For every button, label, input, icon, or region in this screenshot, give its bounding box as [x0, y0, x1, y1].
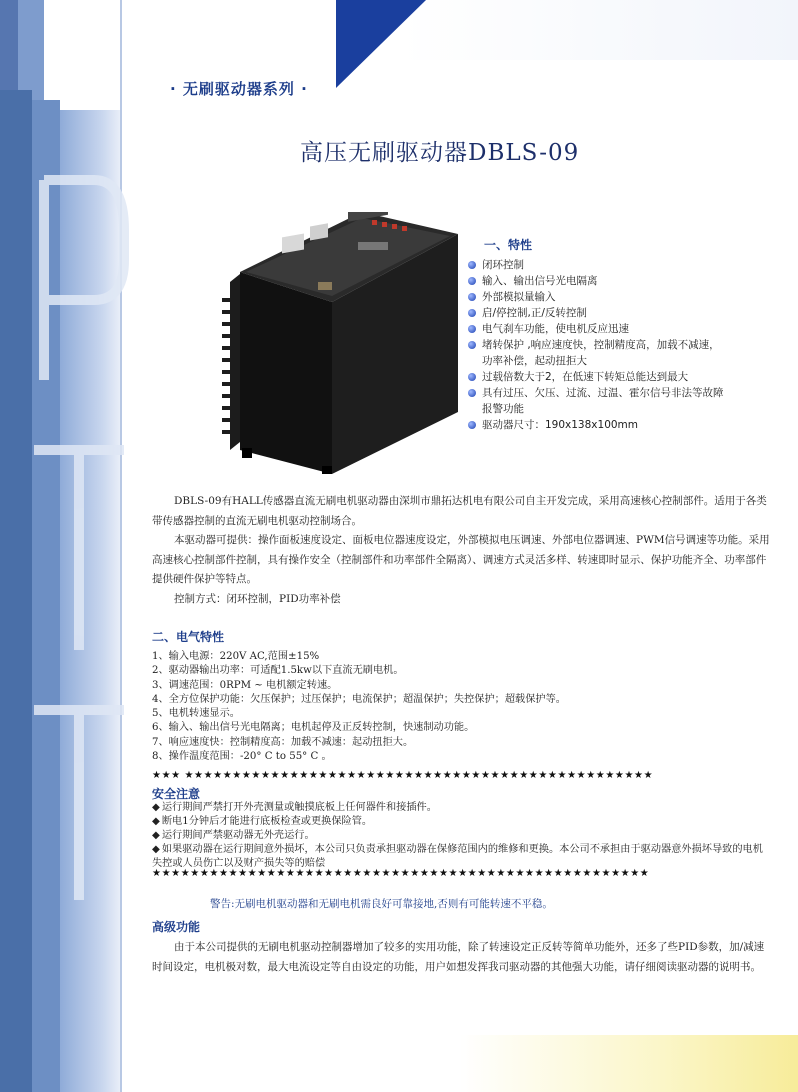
top-left-stripe-light: [18, 0, 44, 100]
list-item: [466, 257, 786, 273]
feature-text: 电气刹车功能，使电机反应迅速: [482, 323, 629, 335]
list-item: 4、全方位保护功能：欠压保护；过压保护；电流保护；超温保护；失控保护；超载保护等。: [152, 693, 566, 705]
bullet-icon: [468, 261, 476, 269]
advanced-text: 由于本公司提供的无刷电机驱动控制器增加了较多的实用功能，除了转速设定正反转等简单功能外，还多了些PID参数，加/减速时间设定，电机极对数，最大电流设定等自由设定的功能，用户如想发挥我司驱动器的其他强大功能，请仔细阅读驱动器的说明书。: [152, 941, 765, 973]
feature-text: 堵转保护 ,响应速度快，控制精度高，加载不减速，功率补偿，起动扭拒大: [482, 339, 720, 367]
intro-section: [152, 492, 774, 609]
feature-text: 驱动器尺寸：190x138x100mm: [482, 419, 639, 431]
header-triangle: [336, 0, 426, 88]
bottom-glow: [460, 1035, 798, 1092]
list-item: [152, 843, 772, 871]
features-section: [466, 236, 786, 433]
bullet-icon: [468, 325, 476, 333]
list-item: [466, 273, 786, 289]
warning-text: 警告:无刷电机驱动器和无刷电机需良好可靠接地,否则有可能转速不平稳。: [210, 898, 553, 910]
bullet-icon: [468, 309, 476, 317]
list-item: [466, 305, 786, 321]
intro-paragraph: DBLS-09有HALL传感器直流无刷电机驱动器由深圳市鼎拓达机电有限公司自主开发完成，采用高速核心控制部件。适用于各类带传感器控制的直流无刷电机驱动控制场合。: [152, 495, 767, 527]
bullet-icon: [468, 341, 476, 349]
electrical-list: [152, 650, 772, 764]
list-item: 1、输入电源：220V AC,范围±15%: [152, 651, 320, 662]
feature-text: 闭环控制: [482, 259, 524, 271]
features-heading: 一、特性: [484, 238, 533, 252]
feature-text: 过载倍数大于2，在低速下转矩总能达到最大: [482, 371, 689, 383]
feature-text: 外部模拟量输入: [482, 291, 556, 303]
top-left-stripe: [0, 0, 18, 92]
list-item: [466, 385, 726, 417]
header-light-gradient: [400, 0, 798, 60]
feature-text: 启/停控制,正/反转控制: [482, 307, 587, 319]
page-title: 高压无刷驱动器DBLS-09: [300, 140, 580, 166]
list-item: 3、调速范围：0RPM ~ 电机额定转速。: [152, 679, 338, 691]
list-item: [466, 337, 726, 369]
safety-list: [152, 801, 772, 871]
list-item: [466, 417, 786, 433]
list-item: [466, 369, 726, 385]
list-item: [466, 321, 786, 337]
intro-paragraph: 控制方式：闭环控制，PID功率补偿: [174, 592, 341, 605]
bullet-icon: [468, 277, 476, 285]
bullet-icon: [468, 373, 476, 381]
product-image: [222, 212, 458, 474]
diamond-icon: ◆: [152, 802, 160, 813]
series-label: · 无刷驱动器系列 ·: [170, 80, 308, 98]
diamond-icon: ◆: [152, 830, 160, 841]
list-item: 7、响应速度快：控制精度高：加载不减速：起动扭拒大。: [152, 736, 414, 748]
intro-paragraph: 本驱动器可提供：操作面板速度设定、面板电位器速度设定，外部模拟电压调速、外部电位器调速、PWM信号调速等功能。采用高速核心控制部件控制，具有操作安全（控制部件和功率部件全隔离）、调速方式灵活多样、转速即时显示、保护功能齐全、功率部件提供硬件保护等特点。: [152, 534, 770, 585]
watermark-letters: [24, 150, 134, 910]
electrical-heading: 二、电气特性: [152, 630, 225, 644]
list-item: [152, 815, 772, 829]
feature-text: 具有过压、欠压、过流、过温、霍尔信号非法等故障报警功能: [482, 387, 724, 415]
bullet-icon: [468, 389, 476, 397]
safety-heading: 安全注意: [152, 787, 201, 801]
safety-text: 如果驱动器在运行期间意外损坏，本公司只负责承担驱动器在保修范围内的维修和更换。本公司不承担由于驱动器意外损坏导致的电机失控或人员伤亡以及财产损失等的赔偿: [152, 844, 763, 869]
list-item: 6、输入、输出信号光电隔离；电机起停及正反转控制，快速制动功能。: [152, 722, 475, 734]
features-list: [466, 257, 786, 433]
star-divider-bottom: ★★★★★★★★★★★★★★★★★★★★★★★★★★★★★★★★★★★★★★★★★★★★★★★★★★★★: [152, 868, 650, 879]
star-divider-top: ★★★ ★★★★★★★★★★★★★★★★★★★★★★★★★★★★★★★★★★★★★★★★★★★★★★★★★: [152, 770, 654, 781]
bullet-icon: [468, 293, 476, 301]
diamond-icon: ◆: [152, 844, 160, 855]
list-item: [466, 289, 786, 305]
list-item: 2、驱动器输出功率：可适配1.5kw以下直流无刷电机。: [152, 665, 404, 677]
diamond-icon: ◆: [152, 816, 160, 827]
bullet-icon: [468, 421, 476, 429]
safety-text: 运行期间严禁打开外壳测量或触摸底板上任何器件和接插件。: [161, 802, 437, 813]
safety-text: 运行期间严禁驱动器无外壳运行。: [161, 830, 315, 841]
list-item: 8、操作温度范围：-20° C to 55° C 。: [152, 751, 332, 763]
list-item: [152, 801, 772, 815]
feature-text: 输入、输出信号光电隔离: [482, 275, 598, 287]
list-item: 5、电机转速显示。: [152, 708, 240, 720]
list-item: [152, 829, 772, 843]
safety-text: 断电1分钟后才能进行底板检查或更换保险管。: [161, 816, 373, 827]
advanced-heading: 高级功能: [152, 920, 201, 934]
